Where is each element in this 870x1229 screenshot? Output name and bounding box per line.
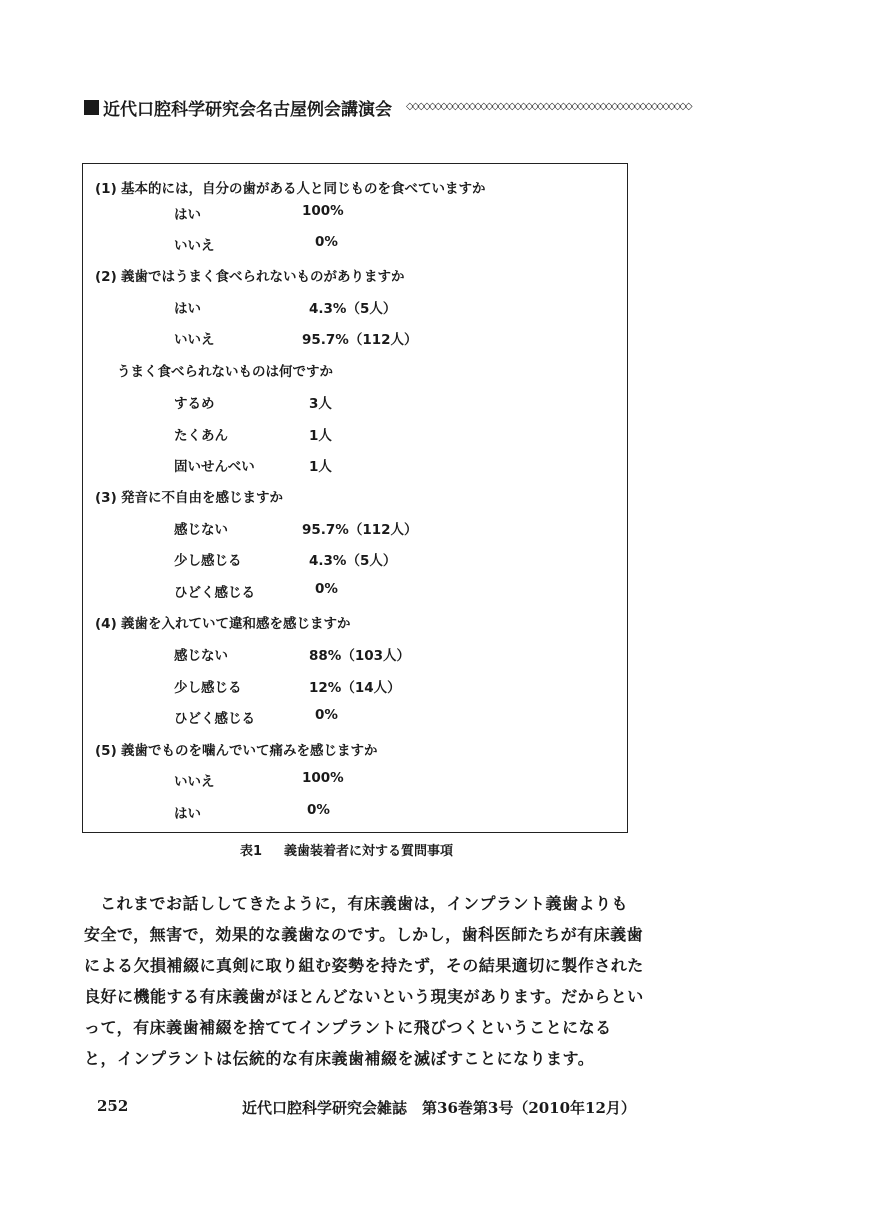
question-number: (2) <box>95 269 117 285</box>
question-text: 基本的には，自分の歯がある人と同じものを食べていますか <box>121 181 486 197</box>
answer-value: 0% <box>315 234 338 250</box>
answer-value: 88%（103人） <box>309 648 410 664</box>
question-number: (1) <box>95 181 117 197</box>
section-header <box>84 95 814 119</box>
journal-citation: 近代口腔科学研究会雑誌 第36巻第3号（2010年12月） <box>242 1099 636 1117</box>
sub-question: うまく食べられないものは何ですか <box>117 364 333 380</box>
caption-text: 義歯装着者に対する質問事項 <box>284 844 454 859</box>
answer-value: 0% <box>315 581 338 597</box>
question-text: 義歯ではうまく食べられないものがありますか <box>121 269 405 285</box>
answer-label: はい <box>174 806 201 822</box>
answer-value: 1人 <box>309 459 332 475</box>
answer-label: 感じない <box>174 522 228 538</box>
table-caption <box>240 840 453 859</box>
question-number: (4) <box>95 616 117 632</box>
answer-value: 100% <box>302 203 344 219</box>
answer-label: はい <box>174 301 201 317</box>
answer-value: 95.7%（112人） <box>302 522 418 538</box>
questionnaire-box <box>82 163 628 833</box>
question-number: (5) <box>95 743 117 759</box>
answer-value: 4.3%（5人） <box>309 301 397 317</box>
answer-value: 95.7%（112人） <box>302 332 418 348</box>
black-square-icon <box>84 100 99 115</box>
body-text <box>84 888 644 1074</box>
question-text: 義歯を入れていて違和感を感じますか <box>121 616 351 632</box>
answer-value: 0% <box>307 802 330 818</box>
question-3 <box>95 486 283 506</box>
question-5 <box>95 739 378 759</box>
answer-label: するめ <box>174 396 215 412</box>
answer-label: はい <box>174 207 201 223</box>
question-text: 発音に不自由を感じますか <box>121 490 283 506</box>
answer-label: ひどく感じる <box>174 585 255 601</box>
paragraph: これまでお話ししてきたように，有床義歯は，インプラント義歯よりも安全で，無害で，効果的な義歯なのです。しかし，歯科医師たちが有床義歯による欠損補綴に真剣に取り組む姿勢を持たず，その結果適切に製作された良好に機能する有床義歯がほとんどないという現実があります。だからといって，有床義歯補綴を捨ててインプラントに飛びつくということになると，インプラントは伝統的な有床義歯補綴を滅ぼすことになります。 <box>84 894 644 1068</box>
answer-value: 4.3%（5人） <box>309 553 397 569</box>
answer-label: 固いせんべい <box>174 459 255 475</box>
caption-label: 表1 <box>240 844 263 859</box>
question-1 <box>95 177 486 197</box>
question-text: 義歯でものを噛んでいて痛みを感じますか <box>121 743 378 759</box>
question-2 <box>95 265 405 285</box>
answer-value: 12%（14人） <box>309 680 401 696</box>
answer-label: いいえ <box>174 238 215 254</box>
answer-label: 少し感じる <box>174 553 242 569</box>
diamond-decoration: ◇◇◇◇◇◇◇◇◇◇◇◇◇◇◇◇◇◇◇◇◇◇◇◇◇◇◇◇◇◇◇◇◇◇◇◇◇◇◇◇◇◇◇◇◇◇◇◇◇◇ <box>406 101 691 112</box>
answer-label: 感じない <box>174 648 228 664</box>
answer-label: ひどく感じる <box>174 711 255 727</box>
question-4 <box>95 612 351 632</box>
answer-value: 100% <box>302 770 344 786</box>
answer-value: 3人 <box>309 396 332 412</box>
page-number: 252 <box>97 1097 129 1115</box>
answer-label: いいえ <box>174 332 215 348</box>
answer-value: 1人 <box>309 428 332 444</box>
answer-label: いいえ <box>174 774 215 790</box>
answer-label: 少し感じる <box>174 680 242 696</box>
answer-label: たくあん <box>174 428 228 444</box>
question-number: (3) <box>95 490 117 506</box>
answer-value: 0% <box>315 707 338 723</box>
section-title: 近代口腔科学研究会名古屋例会講演会 <box>103 99 392 119</box>
